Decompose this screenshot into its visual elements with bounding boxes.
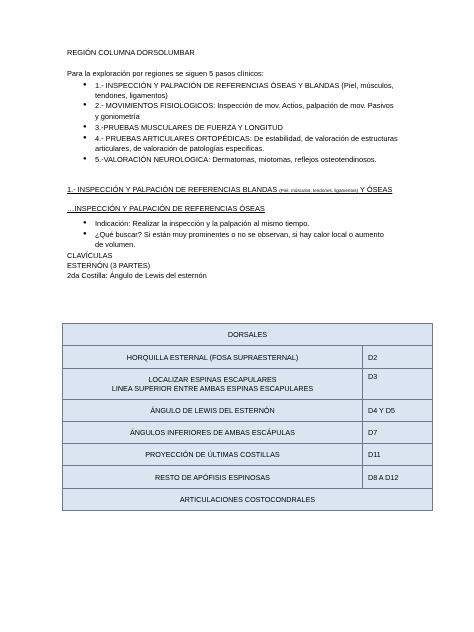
bullet-icon: ● bbox=[83, 156, 87, 162]
section-heading-tail: Y ÓSEAS bbox=[360, 185, 393, 194]
row-label: PROYECCIÓN DE ÚLTIMAS COSTILLAS bbox=[63, 444, 363, 466]
table-header: DORSALES bbox=[63, 324, 433, 346]
table-row bbox=[63, 422, 433, 444]
table-row bbox=[63, 369, 433, 400]
bullet-icon: ● bbox=[83, 220, 87, 226]
bullet-icon: ● bbox=[83, 82, 87, 88]
document-title: REGIÓN COLUMNA DORSOLUMBAR bbox=[67, 48, 195, 57]
step-5-line1: 5.-VALORACIÓN NEUROLOGICA: Dermatomas, miotomas, reflejos osteotendinosos. bbox=[95, 155, 377, 164]
bullet-2-line2: de volumen. bbox=[95, 240, 136, 249]
row-label bbox=[63, 369, 363, 400]
step-4-line1: 4.- PRUEBAS ARTICULARES ORTOPÉDICAS: De estabilidad, de valoración de estructuras bbox=[95, 134, 398, 143]
step-3-line1: 3.-PRUEBAS MUSCULARES DE FUERZA Y LONGITUD bbox=[95, 123, 283, 132]
step-4-line2: articulares, de valoración de patologías especificas. bbox=[95, 144, 265, 153]
section-heading bbox=[67, 185, 392, 195]
step-2-line2: y goniometría bbox=[95, 112, 140, 121]
step-2-line1: 2.- MOVIMIENTOS FISIOLOGICOS: Inspección de mov. Actios, palpación de mov. Pasivos bbox=[95, 101, 394, 110]
table-row bbox=[63, 466, 433, 489]
row-label: RESTO DE APÓFISIS ESPINOSAS bbox=[63, 466, 363, 489]
table-row bbox=[63, 346, 433, 369]
bullet-icon: ● bbox=[83, 124, 87, 130]
row-value: D4 Y D5 bbox=[363, 400, 433, 422]
row-value: D3 bbox=[363, 369, 433, 400]
row-value: D2 bbox=[363, 346, 433, 369]
bullet-icon: ● bbox=[83, 135, 87, 141]
bullet-1-line1: Indicación: Realizar la inspección y la palpación al mismo tiempo. bbox=[95, 219, 310, 228]
bullet-2-line1: ¿Qué buscar? Si están muy prominentes o no se observan, si hay calor local o aumento bbox=[95, 230, 384, 239]
clav-line-1: CLAVÍCULAS bbox=[67, 251, 113, 260]
row-label: ÁNGULOS INFERIORES DE AMBAS ESCÁPULAS bbox=[63, 422, 363, 444]
row-label-line2: LINEA SUPERIOR ENTRE AMBAS ESPINAS ESCAPULARES bbox=[111, 384, 314, 393]
row-label-line1: LOCALIZAR ESPINAS ESCAPULARES bbox=[148, 375, 277, 384]
bullet-icon: ● bbox=[83, 231, 87, 237]
bullet-icon: ● bbox=[83, 102, 87, 108]
table-row bbox=[63, 400, 433, 422]
table-header-row bbox=[63, 324, 433, 346]
row-label: HORQUILLA ESTERNAL (FOSA SUPRAESTERNAL) bbox=[63, 346, 363, 369]
row-value: D8 A D12 bbox=[363, 466, 433, 489]
row-value: D11 bbox=[363, 444, 433, 466]
subheading: …INSPECCIÓN Y PALPACIÓN DE REFERENCIAS ÓSEAS bbox=[67, 204, 265, 213]
table-footer-row bbox=[63, 489, 433, 511]
section-heading-small: (Piel, músculos, tendones, ligamentos) bbox=[279, 188, 359, 193]
dorsales-table bbox=[62, 323, 433, 511]
row-value: D7 bbox=[363, 422, 433, 444]
clav-line-2: ESTERNÓN (3 PARTES) bbox=[67, 261, 151, 270]
table-footer: ARTICULACIONES COSTOCONDRALES bbox=[63, 489, 433, 511]
intro-text: Para la exploración por regiones se siguen 5 pasos clínicos: bbox=[67, 69, 264, 78]
step-1-line2: tendones, ligamentos) bbox=[95, 91, 168, 100]
table-row bbox=[63, 444, 433, 466]
step-1-line1: 1.- INSPECCIÓN Y PALPACIÓN DE REFERENCIAS ÓSEAS Y BLANDAS (Piel, músculos, bbox=[95, 81, 394, 90]
section-heading-main: 1.- INSPECCIÓN Y PALPACIÓN DE REFERENCIAS BLANDAS bbox=[67, 185, 278, 194]
clav-line-3: 2da Costilla: Ángulo de Lewis del esternón bbox=[67, 271, 207, 280]
row-label: ÁNGULO DE LEWIS DEL ESTERNÓN bbox=[63, 400, 363, 422]
